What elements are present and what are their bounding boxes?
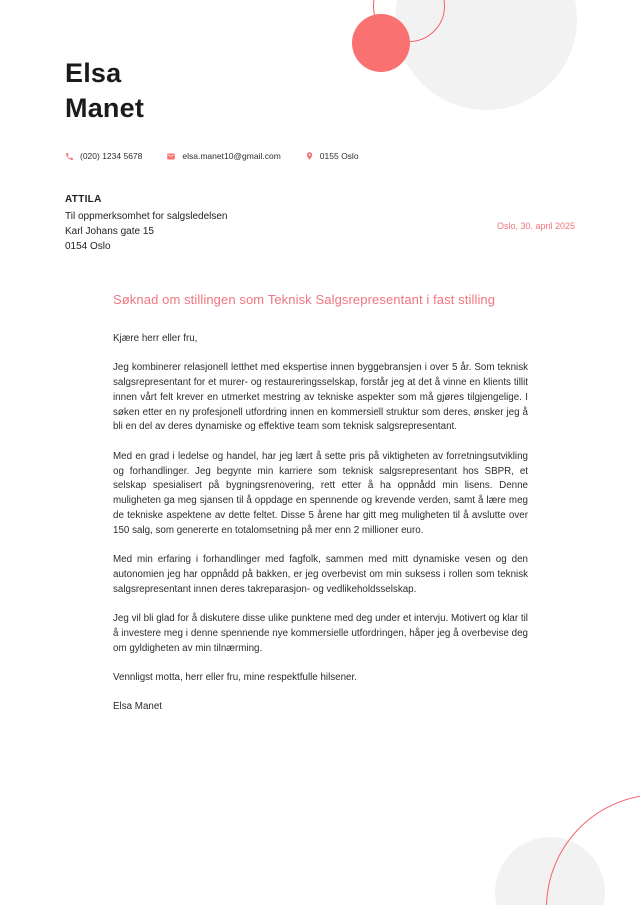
contact-email bbox=[166, 151, 280, 161]
contact-phone bbox=[65, 151, 142, 161]
location-pin-icon bbox=[305, 151, 314, 161]
contact-row bbox=[65, 151, 575, 161]
paragraph-2: Med en grad i ledelse og handel, har jeg lært å sette pris på viktigheten av forretningsutvikling og forhandlinger. Jeg begynte min karriere som teknisk salgsrepresentant hos SBPR, et selskap spesialisert på bygningsrenovering, rett etter å ha oppnådd min lisens. Denne muligheten ga meg sjansen til å oppdage en spennende og krevende verden, samt å lære meg de tekniske aspektene av dette feltet. Disse 5 årene har gitt meg muligheten til å avslutte over 150 salg, som genererte en totalomsetning på mer enn 2 millioner euro. bbox=[113, 450, 528, 536]
contact-location bbox=[305, 151, 359, 161]
recipient-attention: Til oppmerksomhet for salgsledelsen bbox=[65, 211, 228, 222]
letter-date: Oslo, 30. april 2025 bbox=[496, 221, 575, 231]
phone-text: (020) 1234 5678 bbox=[80, 151, 143, 161]
letter-subject: Søknad om stillingen som Teknisk Salgsrepresentant i fast stilling bbox=[113, 292, 496, 307]
paragraph-4: Jeg vil bli glad for å diskutere disse ulike punktene med deg under et intervju. Motivert og klar til å investere meg i denne spennende nye kommersielle utfordringen, håper jeg å overbevise deg om gyldigheten av min tilnærming. bbox=[113, 612, 528, 654]
location-text: 0155 Oslo bbox=[319, 151, 359, 161]
recipient-company: ATTILA bbox=[65, 194, 102, 205]
paragraph-1: Jeg kombinerer relasjonell letthet med ekspertise innen byggebransjen i over 5 år. Som teknisk salgsrepresentant for et murer- og restaureringsselskap, forstår jeg at det å vinne en klients tillit innen vårt felt krever en utmerket mestring av tekniske aspekter som må gjøres tilgjengelige. I søken etter en ny profesjonell utfordring innen en kommersiell struktur som deres, ønsker jeg å bli en del av deres dynamiske og effektive team som teknisk salgsrepresentant. bbox=[113, 362, 528, 433]
recipient-street: Karl Johans gate 15 bbox=[65, 226, 154, 237]
sender-last-name: Manet bbox=[65, 93, 145, 123]
paragraph-3: Med min erfaring i forhandlinger med fagfolk, sammen med mitt dynamiske vesen og den autonomien jeg har oppnådd på bakken, er jeg overbevist om min suksess i rollen som teknisk salgsrepresentant innen deres takreparasjon- og vedlikeholdsselskap. bbox=[113, 554, 528, 595]
signature: Elsa Manet bbox=[113, 701, 163, 713]
email-text: elsa.manet10@gmail.com bbox=[182, 151, 281, 161]
closing-line: Vennligst motta, herr eller fru, mine respektfulle hilsener. bbox=[113, 671, 357, 683]
phone-icon bbox=[65, 152, 74, 161]
recipient-city: 0154 Oslo bbox=[65, 241, 111, 252]
salutation: Kjære herr eller fru, bbox=[113, 333, 198, 344]
email-icon bbox=[166, 152, 176, 161]
letter-header bbox=[0, 0, 640, 161]
sender-first-name: Elsa bbox=[65, 58, 122, 88]
sender-name bbox=[65, 56, 575, 126]
letter-body bbox=[113, 292, 528, 715]
